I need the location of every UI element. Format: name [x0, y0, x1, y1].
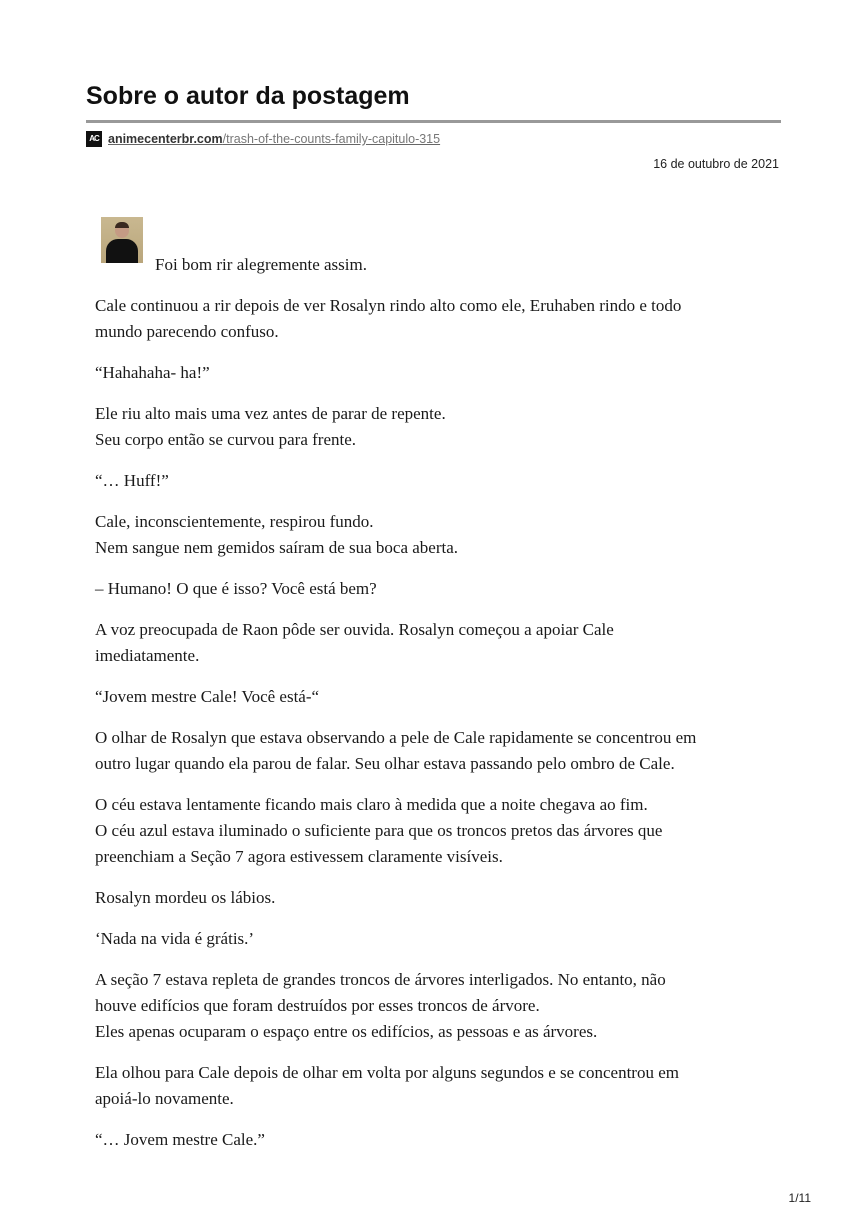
site-favicon-icon: AC [86, 131, 102, 147]
article-body [95, 252, 785, 1168]
paragraph-line: Ele riu alto mais uma vez antes de parar de repente. [95, 404, 446, 423]
paragraph-line: Seu corpo então se curvou para frente. [95, 430, 357, 449]
paragraph [95, 967, 785, 1045]
paragraph-line: houve edifícios que foram destruídos por esses troncos de árvore. [95, 996, 540, 1015]
source-domain[interactable]: animecenterbr.com [108, 132, 223, 146]
paragraph-line: imediatamente. [95, 646, 200, 665]
paragraph [95, 792, 785, 870]
paragraph-line: O olhar de Rosalyn que estava observando a pele de Cale rapidamente se concentrou em [95, 728, 697, 747]
paragraph [95, 252, 785, 278]
paragraph-line: “… Jovem mestre Cale.” [95, 1130, 265, 1149]
paragraph-line: Ela olhou para Cale depois de olhar em volta por alguns segundos e se concentrou em [95, 1063, 679, 1082]
paragraph-line: mundo parecendo confuso. [95, 322, 279, 341]
paragraph-line: O céu azul estava iluminado o suficiente para que os troncos pretos das árvores que [95, 821, 663, 840]
paragraph-line: preenchiam a Seção 7 agora estivessem claramente visíveis. [95, 847, 503, 866]
paragraph-line: Nem sangue nem gemidos saíram de sua boca aberta. [95, 538, 459, 557]
paragraph-line: outro lugar quando ela parou de falar. Seu olhar estava passando pelo ombro de Cale. [95, 754, 675, 773]
page-title: Sobre o autor da postagem [86, 82, 410, 110]
paragraph [95, 360, 785, 386]
post-date: 16 de outubro de 2021 [653, 157, 779, 171]
paragraph [95, 885, 785, 911]
paragraph [95, 1060, 785, 1112]
paragraph-line: Cale, inconscientemente, respirou fundo. [95, 512, 374, 531]
paragraph-line: – Humano! O que é isso? Você está bem? [95, 579, 377, 598]
paragraph [95, 468, 785, 494]
source-link[interactable] [108, 130, 440, 148]
title-divider [86, 120, 781, 123]
paragraph-line: “Hahahaha- ha!” [95, 363, 210, 382]
paragraph [95, 576, 785, 602]
paragraph-line: apoiá-lo novamente. [95, 1089, 234, 1108]
paragraph [95, 684, 785, 710]
paragraph [95, 725, 785, 777]
paragraph-line: Eles apenas ocuparam o espaço entre os edifícios, as pessoas e as árvores. [95, 1022, 598, 1041]
paragraph-line: A voz preocupada de Raon pôde ser ouvida. Rosalyn começou a apoiar Cale [95, 620, 614, 639]
paragraph-line: A seção 7 estava repleta de grandes troncos de árvores interligados. No entanto, não [95, 970, 666, 989]
paragraph [95, 926, 785, 952]
paragraph [95, 293, 785, 345]
paragraph [95, 1127, 785, 1153]
paragraph-line: O céu estava lentamente ficando mais claro à medida que a noite chegava ao fim. [95, 795, 648, 814]
paragraph-line: Cale continuou a rir depois de ver Rosalyn rindo alto como ele, Eruhaben rindo e todo [95, 296, 682, 315]
page-number: 1/11 [788, 1191, 811, 1205]
source-link-row [86, 130, 440, 148]
source-path[interactable]: /trash-of-the-counts-family-capitulo-315 [222, 132, 441, 146]
paragraph [95, 617, 785, 669]
paragraph-line: Rosalyn mordeu os lábios. [95, 888, 276, 907]
paragraph [95, 509, 785, 561]
paragraph [95, 401, 785, 453]
paragraph-line: “Jovem mestre Cale! Você está-“ [95, 687, 320, 706]
paragraph-line: ‘Nada na vida é grátis.’ [95, 929, 255, 948]
paragraph-line: “… Huff!” [95, 471, 169, 490]
paragraph-line: Foi bom rir alegremente assim. [155, 255, 367, 274]
